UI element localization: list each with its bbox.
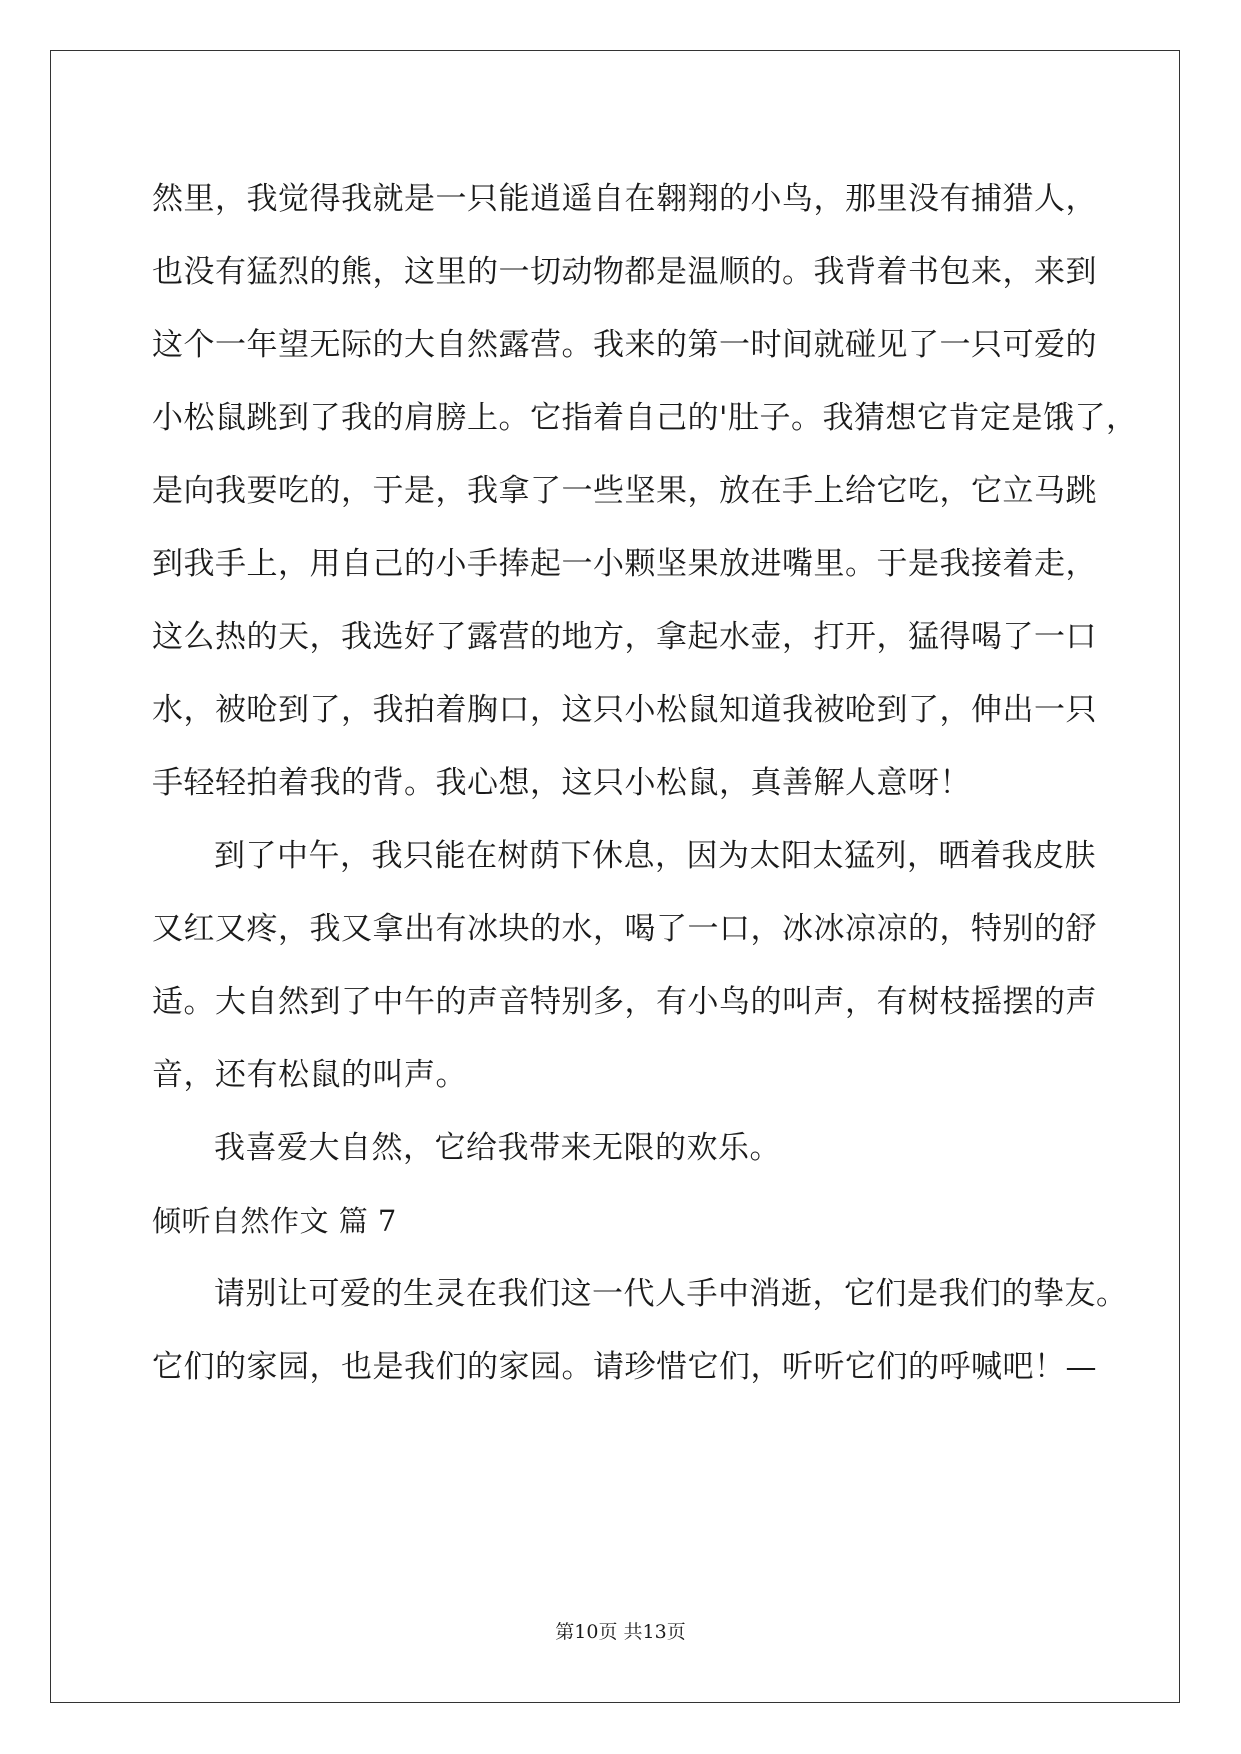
- text-line-9: 手轻轻拍着我的背。我心想，这只小松鼠，真善解人意呀！: [152, 765, 971, 801]
- text-line-8: 水，被呛到了，我拍着胸口，这只小松鼠知道我被呛到了，伸出一只: [152, 692, 1097, 728]
- text-line-7: 这么热的天，我选好了露营的地方，拿起水壶，打开，猛得喝了一口: [152, 619, 1097, 655]
- text-line-11: 又红又疼，我又拿出有冰块的水，喝了一口，冰冰凉凉的，特别的舒: [152, 911, 1097, 947]
- text-line-4: 小松鼠跳到了我的肩膀上。它指着自己的'肚子。我猜想它肯定是饿了，: [152, 400, 1138, 436]
- text-line-10: 到了中午，我只能在树荫下休息，因为太阳太猛列，晒着我皮肤: [214, 838, 1096, 874]
- text-line-3: 这个一年望无际的大自然露营。我来的第一时间就碰见了一只可爱的: [152, 327, 1097, 363]
- text-line-17: 它们的家园，也是我们的家园。请珍惜它们，听听它们的呼喊吧！—: [152, 1349, 1097, 1385]
- text-line-13: 音，还有松鼠的叫声。: [152, 1057, 467, 1093]
- text-line-6: 到我手上，用自己的小手捧起一小颗坚果放进嘴里。于是我接着走，: [152, 546, 1097, 582]
- text-line-14: 我喜爱大自然，它给我带来无限的欢乐。: [214, 1130, 781, 1166]
- page-number-footer: 第10页 共13页: [555, 1621, 686, 1643]
- text-line-12: 适。大自然到了中午的声音特别多，有小鸟的叫声，有树枝摇摆的声: [152, 984, 1097, 1020]
- text-line-1: 然里，我觉得我就是一只能逍遥自在翱翔的小鸟，那里没有捕猎人，: [152, 181, 1097, 217]
- text-line-2: 也没有猛烈的熊，这里的一切动物都是温顺的。我背着书包来，来到: [152, 254, 1097, 290]
- section-heading: 倾听自然作文 篇 7: [152, 1204, 397, 1238]
- text-line-5: 是向我要吃的，于是，我拿了一些坚果，放在手上给它吃，它立马跳: [152, 473, 1097, 509]
- text-line-16: 请别让可爱的生灵在我们这一代人手中消逝，它们是我们的挚友。: [214, 1276, 1128, 1312]
- document-body: [152, 163, 1138, 1404]
